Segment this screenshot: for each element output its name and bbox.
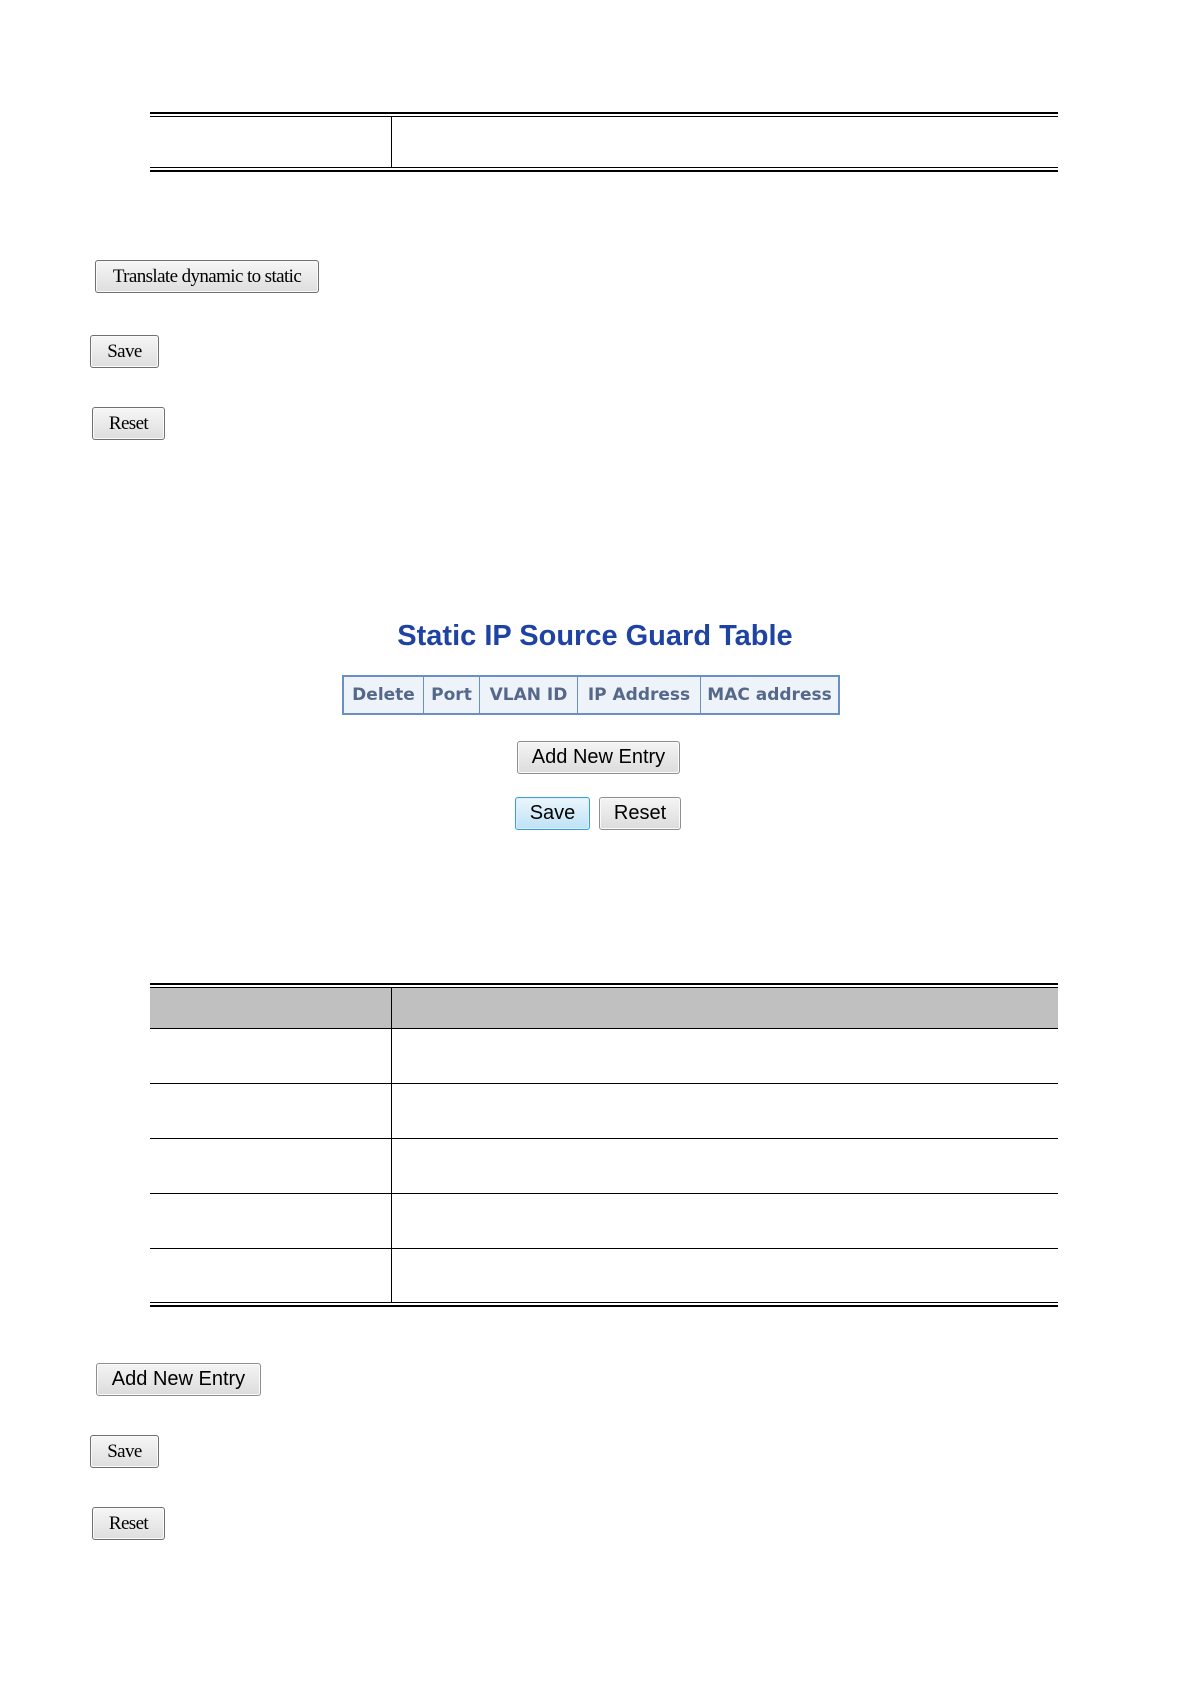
panel-reset-button[interactable]: Reset bbox=[599, 797, 681, 830]
bottom-table-row-line bbox=[150, 1138, 1058, 1139]
save-button[interactable]: Save bbox=[90, 335, 159, 368]
top-table-rule-top-inner bbox=[150, 116, 1058, 117]
column-header-port: Port bbox=[424, 676, 480, 714]
add-new-entry-button[interactable]: Add New Entry bbox=[96, 1363, 261, 1396]
bottom-table-rule-top bbox=[150, 983, 1058, 985]
bottom-table-row-line bbox=[150, 1028, 1058, 1029]
translate-dynamic-to-static-button[interactable]: Translate dynamic to static bbox=[95, 260, 319, 293]
bottom-table-row-line bbox=[150, 1248, 1058, 1249]
top-table-rule-bottom-inner bbox=[150, 167, 1058, 168]
bottom-reset-button[interactable]: Reset bbox=[92, 1507, 165, 1540]
bottom-table-row-line bbox=[150, 1083, 1058, 1084]
bottom-table-column-divider bbox=[391, 988, 392, 1302]
panel-add-new-entry-button[interactable]: Add New Entry bbox=[517, 741, 680, 774]
static-ip-source-guard-table bbox=[342, 675, 840, 715]
column-header-delete: Delete bbox=[343, 676, 424, 714]
bottom-table-rule-bottom bbox=[150, 1305, 1058, 1307]
top-table-rule-bottom bbox=[150, 170, 1058, 172]
column-header-vlan-id: VLAN ID bbox=[480, 676, 578, 714]
bottom-save-button[interactable]: Save bbox=[90, 1435, 159, 1468]
top-table-column-divider bbox=[391, 117, 392, 167]
panel-save-button[interactable]: Save bbox=[515, 797, 590, 830]
bottom-table-rule-bottom-inner bbox=[150, 1302, 1058, 1303]
bottom-table-row-line bbox=[150, 1193, 1058, 1194]
reset-button[interactable]: Reset bbox=[92, 407, 165, 440]
top-table-rule-top bbox=[150, 112, 1058, 114]
column-header-ip-address: IP Address bbox=[578, 676, 701, 714]
panel-title: Static IP Source Guard Table bbox=[397, 620, 793, 652]
bottom-table-header-band bbox=[150, 988, 1058, 1028]
column-header-mac-address: MAC address bbox=[701, 676, 840, 714]
table-header-row bbox=[343, 676, 839, 714]
